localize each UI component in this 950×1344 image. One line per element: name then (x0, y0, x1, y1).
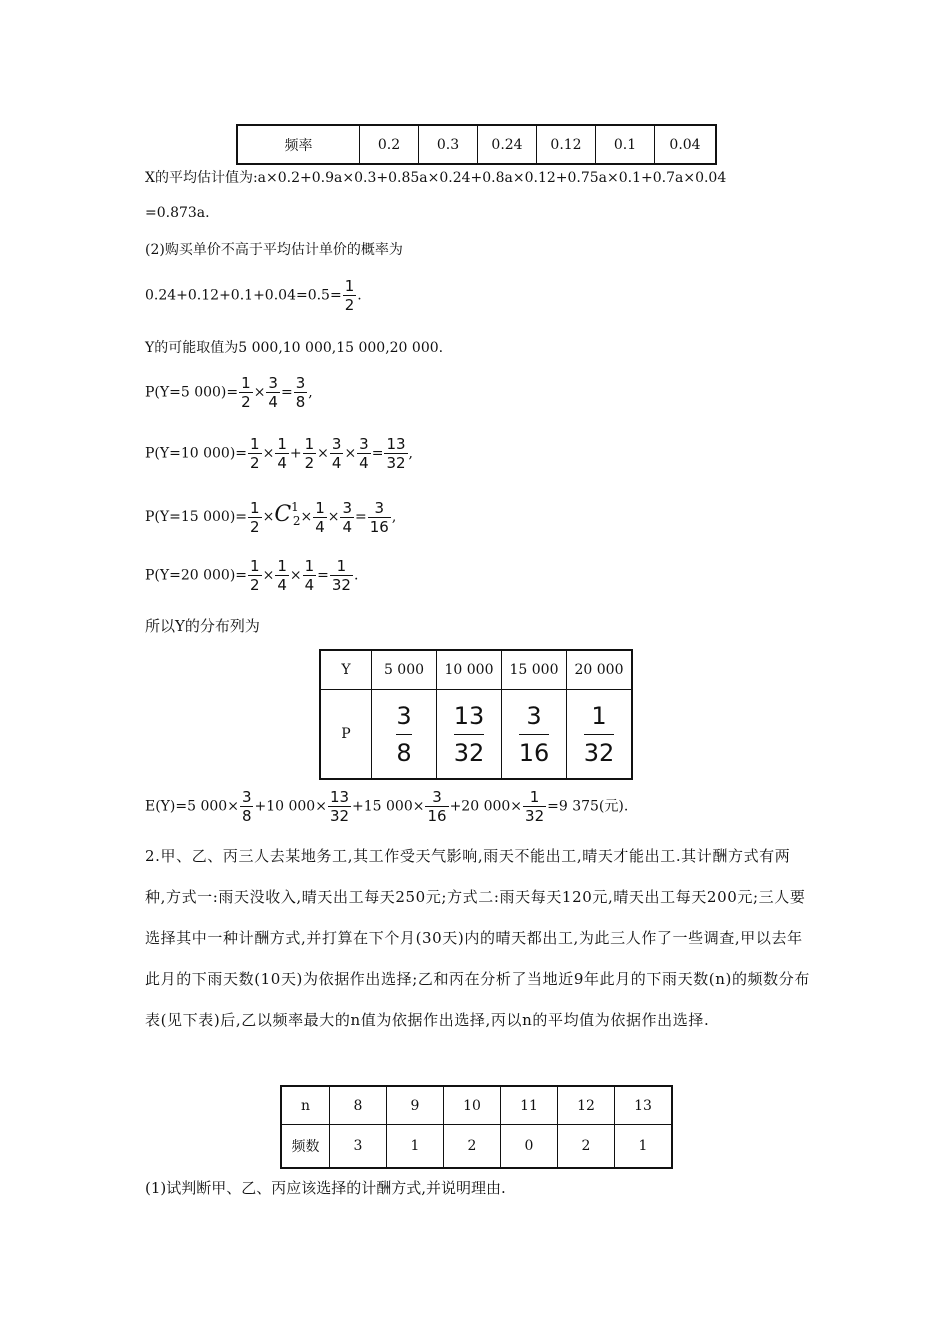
table-cell: 1 (615, 1125, 673, 1169)
fraction (275, 558, 289, 593)
rainy-days-table (280, 1085, 673, 1169)
formula-text: , (391, 509, 397, 525)
fraction (454, 701, 485, 768)
table-header-cell: 频率 (237, 125, 360, 164)
fraction (328, 789, 351, 824)
table-cell: 0.24 (478, 125, 537, 164)
fraction-denominator: 32 (454, 734, 485, 768)
fraction-numerator: 3 (526, 701, 542, 730)
fraction (330, 558, 353, 593)
fraction (313, 500, 327, 535)
fraction (584, 701, 615, 768)
table-cell: 8 (330, 1086, 387, 1125)
fraction-denominator: 4 (277, 576, 287, 594)
fraction (368, 500, 391, 535)
fraction-denominator: 8 (396, 734, 411, 768)
table-cell: 15 000 (502, 650, 567, 690)
fraction-denominator: 4 (277, 454, 287, 472)
fraction-numerator: 3 (342, 498, 353, 517)
table-cell (372, 690, 437, 780)
table-cell: 0.2 (360, 125, 419, 164)
fraction-denominator: 32 (525, 807, 545, 825)
fraction-numerator: 1 (529, 788, 540, 806)
table-cell (567, 690, 633, 780)
table-cell: 1 (387, 1125, 444, 1169)
fraction-numerator: 3 (359, 435, 369, 453)
fraction (519, 701, 550, 768)
fraction-numerator: 1 (250, 435, 260, 453)
formula-text: E(Y)=5 000× (145, 798, 239, 815)
fraction (248, 558, 262, 593)
table-cell: 11 (501, 1086, 558, 1125)
fraction-denominator: 8 (295, 393, 306, 411)
operator: × (344, 445, 357, 462)
fraction-numerator: 13 (386, 435, 406, 453)
p-y-20000-line (145, 558, 358, 593)
table-header-cell: n (281, 1086, 330, 1125)
fraction-denominator: 32 (386, 454, 406, 472)
table-row (237, 125, 716, 164)
fraction (275, 436, 289, 471)
probability-line (145, 278, 362, 313)
operator: × (317, 445, 329, 462)
fraction (248, 500, 262, 535)
table-cell: 0.12 (537, 125, 596, 164)
fraction-denominator: 4 (359, 454, 369, 472)
fraction-numerator: 3 (432, 788, 442, 806)
fraction (266, 375, 280, 410)
table-cell: 2 (558, 1125, 615, 1169)
frequency-table (236, 124, 717, 165)
table-cell: 9 (387, 1086, 444, 1125)
fraction-denominator: 32 (331, 576, 351, 594)
formula-text: , (308, 384, 313, 401)
table-cell: 5 000 (372, 650, 437, 690)
fraction-denominator: 4 (304, 576, 315, 594)
fraction-numerator: 1 (277, 557, 287, 575)
fraction-numerator: 13 (329, 788, 350, 806)
table-row (320, 650, 632, 690)
formula-text: =9 375(元). (547, 798, 629, 815)
operator: = (317, 567, 329, 584)
formula-text: +10 000× (254, 798, 327, 815)
table-cell: 2 (444, 1125, 501, 1169)
fraction-numerator: 3 (331, 435, 342, 453)
fraction-denominator: 16 (519, 734, 550, 768)
operator: = (280, 384, 293, 401)
formula-text: +20 000× (449, 798, 523, 815)
fraction (303, 436, 317, 471)
operator: × (327, 509, 340, 525)
part2-heading: (2)购买单价不高于平均估计单价的概率为 (145, 242, 403, 258)
table-cell: 3 (330, 1125, 387, 1169)
operator: × (262, 567, 275, 584)
table-cell: 0.04 (655, 125, 717, 164)
fraction-denominator: 16 (427, 807, 447, 825)
fraction-numerator: 3 (268, 374, 278, 392)
formula-text: P(Y=10 000)= (145, 445, 248, 462)
fraction (248, 436, 262, 471)
table-header-cell: P (320, 690, 372, 780)
p-y-10000-line (145, 436, 413, 471)
fraction (523, 789, 546, 824)
x-average-result: =0.873a. (145, 205, 210, 221)
fraction-numerator: 3 (396, 701, 412, 730)
table-row (281, 1086, 672, 1125)
fraction-denominator: 4 (268, 393, 278, 411)
fraction (303, 558, 317, 593)
fraction (384, 436, 407, 471)
operator: × (300, 509, 313, 525)
y-values-line: Y的可能取值为5 000,10 000,15 000,20 000. (145, 340, 444, 356)
combination-subscript: 2 (292, 514, 301, 528)
fraction-denominator: 2 (250, 454, 260, 472)
table-row (320, 690, 632, 780)
operator: × (262, 509, 275, 525)
fraction-numerator: 3 (374, 498, 385, 517)
fraction-denominator: 2 (250, 517, 260, 536)
fraction (396, 701, 411, 768)
fraction-denominator: 32 (584, 734, 615, 768)
expectation-line (145, 789, 628, 824)
table-row (281, 1125, 672, 1169)
table-cell: 20 000 (567, 650, 633, 690)
distribution-intro: 所以Y的分布列为 (145, 617, 260, 635)
question-1: (1)试判断甲、乙、丙应该选择的计酬方式,并说明理由. (145, 1179, 506, 1197)
fraction-denominator: 2 (250, 576, 260, 594)
combination-symbol (274, 502, 300, 527)
formula-text: , (408, 445, 413, 462)
fraction-denominator: 2 (304, 454, 315, 472)
fraction-numerator: 3 (241, 788, 252, 806)
table-cell: 0.3 (419, 125, 478, 164)
fraction (240, 789, 254, 824)
p-y-15000-line (145, 497, 396, 535)
formula-text: P(Y=5 000)= (145, 384, 239, 401)
table-cell: 12 (558, 1086, 615, 1125)
operator: = (371, 445, 384, 462)
fraction (294, 375, 308, 410)
fraction-numerator: 1 (304, 435, 315, 453)
distribution-table (319, 649, 633, 780)
fraction-numerator: 1 (241, 374, 251, 392)
table-cell: 10 (444, 1086, 501, 1125)
fraction (425, 789, 448, 824)
formula-text: P(Y=20 000)= (145, 567, 248, 584)
table-cell: 10 000 (437, 650, 502, 690)
fraction-denominator: 2 (241, 393, 251, 411)
fraction-numerator: 13 (453, 701, 485, 730)
problem-2-text: 2.甲、乙、丙三人去某地务工,其工作受天气影响,雨天不能出工,晴天才能出工.其计酬方式有两种,方式一:雨天没收入,晴天出工每天250元;方式二:雨天每天120元,晴天出工每天200元;三人要选择其中一种计酬方式,并打算在下个月(30天)内的晴天都出工,为此三人作了一些调查,甲以去年此月的下雨天数(10天)为依据作出选择;乙和丙在分析了当地近9年此月的下雨天数(n)的频数分布表(见下表)后,乙以频率最大的n值为依据作出选择,丙以n的平均值为依据作出选择. (145, 847, 810, 1029)
table-header-cell: 频数 (281, 1125, 330, 1169)
fraction-numerator: 1 (277, 435, 287, 453)
x-average-line: X的平均估计值为:a×0.2+0.9a×0.3+0.85a×0.24+0.8a×0.12+0.75a×0.1+0.7a×0.04 (145, 170, 727, 186)
fraction-numerator: 1 (344, 277, 355, 295)
fraction-numerator: 1 (304, 557, 315, 575)
fraction-denominator: 4 (331, 454, 342, 472)
operator: × (262, 445, 275, 462)
table-cell: 0.1 (596, 125, 655, 164)
fraction-denominator: 8 (241, 807, 252, 825)
fraction-numerator: 1 (250, 498, 260, 517)
fraction-numerator: 1 (250, 557, 260, 575)
combination-letter: C (274, 502, 292, 527)
operator: = (355, 509, 367, 525)
formula-text: 0.24+0.12+0.1+0.04=0.5= (145, 287, 342, 304)
table-cell: 13 (615, 1086, 673, 1125)
fraction-denominator: 16 (369, 517, 389, 536)
fraction (340, 500, 354, 535)
fraction-numerator: 1 (315, 498, 325, 517)
formula-text: . (357, 287, 362, 304)
operator: × (253, 384, 266, 401)
fraction (343, 278, 357, 313)
fraction-denominator: 4 (342, 517, 353, 536)
operator: × (289, 567, 302, 584)
operator: + (289, 445, 302, 462)
fraction-denominator: 32 (329, 807, 350, 825)
table-cell: 0 (501, 1125, 558, 1169)
p-y-5000-line (145, 375, 313, 410)
combination-superscript: 1 (291, 500, 299, 514)
table-cell (502, 690, 567, 780)
table-cell (437, 690, 502, 780)
fraction (239, 375, 253, 410)
fraction (330, 436, 344, 471)
formula-text: P(Y=15 000)= (145, 509, 248, 525)
formula-text: . (353, 567, 359, 584)
fraction-denominator: 4 (315, 517, 325, 536)
fraction (357, 436, 371, 471)
table-header-cell: Y (320, 650, 372, 690)
fraction-numerator: 1 (336, 557, 347, 575)
fraction-denominator: 2 (344, 296, 355, 314)
fraction-numerator: 1 (591, 701, 607, 730)
formula-text: +15 000× (352, 798, 425, 815)
fraction-numerator: 3 (295, 374, 306, 392)
